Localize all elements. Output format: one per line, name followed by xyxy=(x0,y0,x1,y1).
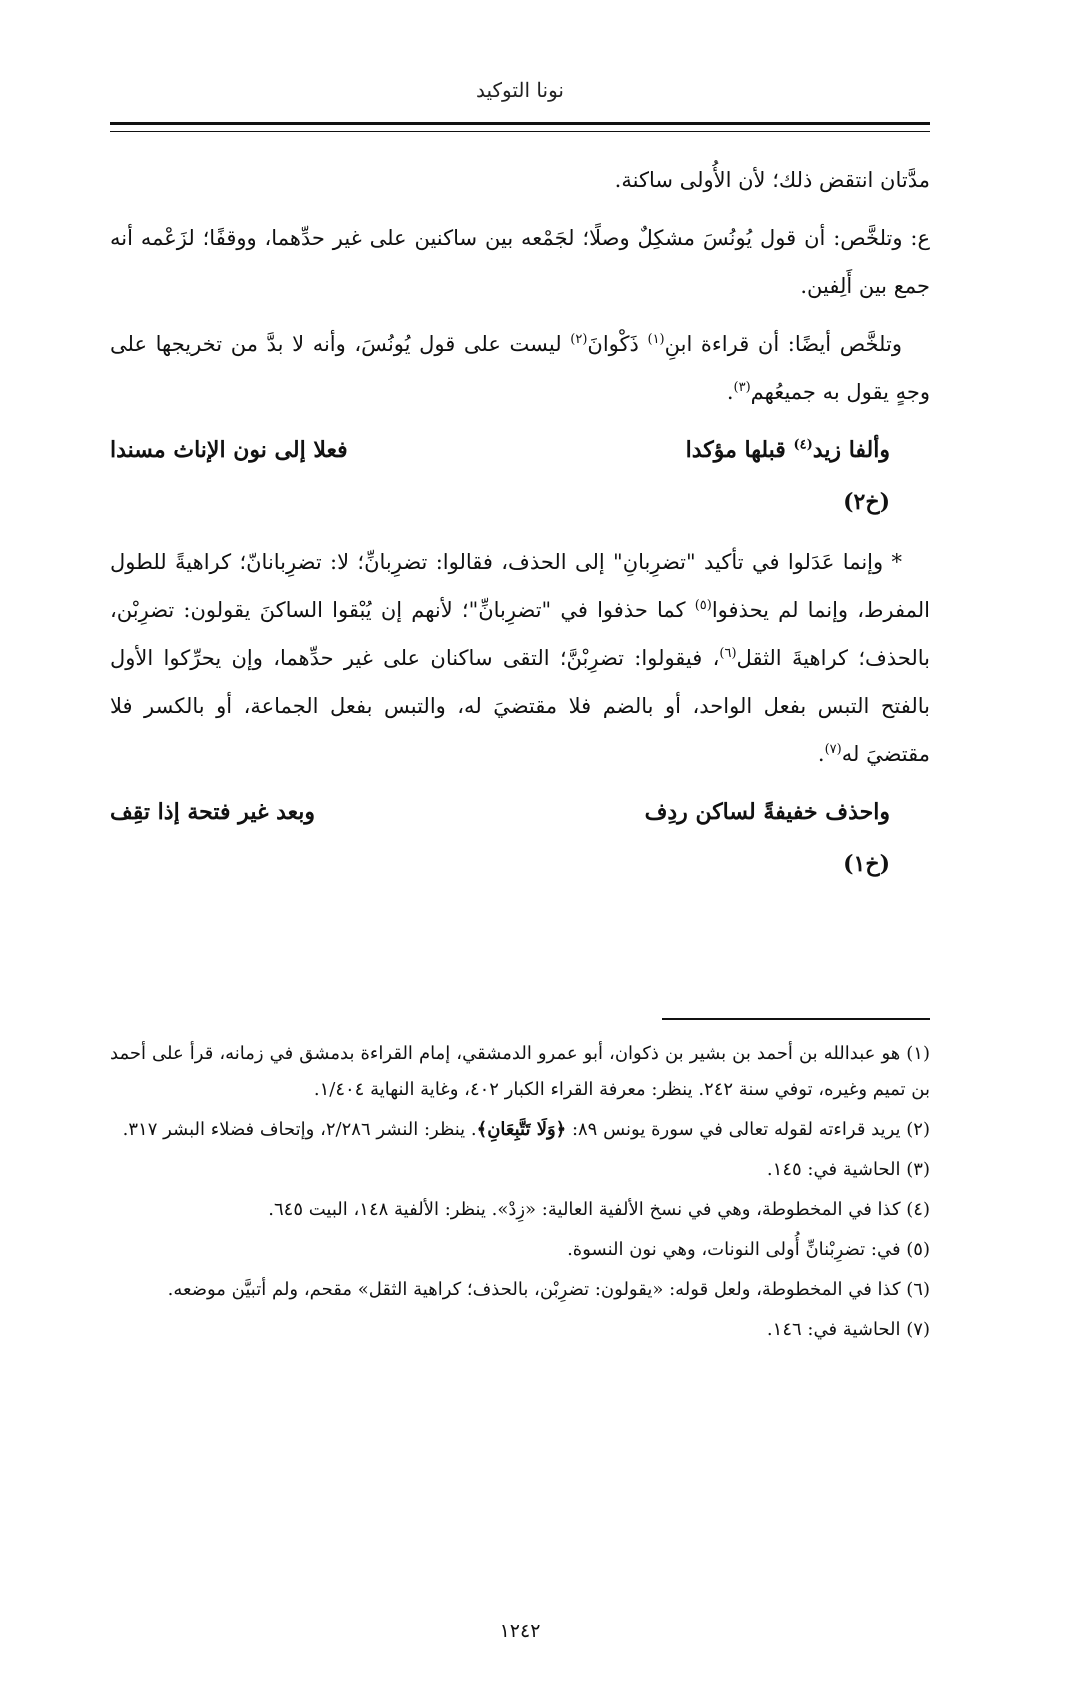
paragraph-3-text-c: ليست على قول يُونُسَ، وأنه لا بدَّ من تخريجها على وجهٍ يقول به جميعُهم xyxy=(110,332,930,404)
footnote-4: (٤) كذا في المخطوطة، وهي في نسخ الألفية العالية: «زِدْ». ينظر: الألفية ١٤٨، البيت ٦٤٥. xyxy=(268,1199,930,1220)
paragraph-4-text-d: . xyxy=(817,742,825,766)
paragraph-1: مدَّتان انتقض ذلك؛ لأن الأُولى ساكنة. xyxy=(614,168,930,192)
footnote-marker-5[interactable]: (٥) xyxy=(694,598,712,613)
paragraph-3-text-a: وتلخَّص أيضًا: أن قراءة ابنِ xyxy=(664,332,902,356)
paragraph-4-text-a: * وإنما عَدَلوا في تأكيد "تضرِبانِ" إلى الحذف، فقالوا: تضرِبانِّ؛ لا: تضرِبانانّ؛ كراهيةً للطول المفرط، وإنما لم يحذفوا xyxy=(110,550,930,622)
footnote-2 xyxy=(110,1112,930,1148)
running-header: نونا التوكيد xyxy=(476,78,564,102)
footnote-2-text-b: . ينظر: النشر ٢/٢٨٦، وإتحاف فضلاء البشر ٣١٧. xyxy=(122,1119,477,1140)
paragraph-4-text-c: ، فيقولوا: تضرِبْنَّ؛ التقى ساكنان على غير حدِّهما، وإن يحرِّكوا الأول بالفتح التبس بفعل الواحد، أو بالضم فلا مقتضيَ له، والتبس بفعل الجماعة، أو بالكسر فلا مقتضيَ له xyxy=(110,646,930,766)
footnote-marker-1[interactable]: (١) xyxy=(647,332,665,347)
footnote-marker-4[interactable]: (٤) xyxy=(793,437,813,453)
footnote-3: (٣) الحاشية في: ١٤٥. xyxy=(766,1159,930,1180)
verse-1-code: (خ٢) xyxy=(843,489,890,515)
verse-1-first-half-a: وألفا زيد xyxy=(812,437,890,463)
header-rule-thin xyxy=(110,131,930,132)
footnote-6: (٦) كذا في المخطوطة، ولعل قوله: «يقولون: تضرِبْن، بالحذف؛ كراهية الثقل» مقحم، ولم أتبيَّن موضعه. xyxy=(167,1279,930,1300)
paragraph-4-text-b: كما حذفوا في "تضرِبانِّ"؛ لأنهم إن يُبْقوا الساكنَ يقولون: تضرِبْن، بالحذف؛ كراهيةَ الثقل xyxy=(110,598,931,670)
page-number: ١٢٤٢ xyxy=(499,1620,541,1642)
verse-1-first-half xyxy=(686,426,890,474)
paragraph-2: ع: وتلخَّص: أن قول يُونُسَ مشكِلٌ وصلًا؛ لجَمْعه بين ساكنين على غير حدِّهما، ووقفًا؛ لزَعْمه أنه جمع بين أَلِفين. xyxy=(110,226,930,298)
footnote-marker-3[interactable]: (٣) xyxy=(733,380,751,395)
main-text xyxy=(110,156,930,900)
footnote-1: (١) هو عبدالله بن أحمد بن بشير بن ذكوان، أبو عمرو الدمشقي، إمام القراءة بدمشق في زمانه، قرأ على أحمد بن تميم وغيره، توفي سنة ٢٤٢. ينظر: معرفة القراء الكبار ٤٠٢، وغاية النهاية ١/٤٠٤. xyxy=(110,1043,930,1100)
verse-2-code: (خ١) xyxy=(843,851,890,877)
paragraph-4 xyxy=(110,538,930,778)
verse-1 xyxy=(110,426,930,474)
footnote-marker-7[interactable]: (٧) xyxy=(824,742,842,757)
verse-2-second-half: وبعد غير فتحة إذا تقِف xyxy=(110,799,316,825)
footnote-separator xyxy=(662,1018,930,1020)
header-rule-thick xyxy=(110,122,930,125)
footnote-5: (٥) في: تضرِبْنانِّ أُولى النونات، وهي نون النسوة. xyxy=(567,1239,930,1260)
footnote-marker-2[interactable]: (٢) xyxy=(570,332,588,347)
paragraph-3-text-d: . xyxy=(726,380,734,404)
verse-1-first-half-b: قبلها مؤكدا xyxy=(685,437,794,463)
verse-2-first-half: واحذف خفيفةً لساكن ردِف xyxy=(644,799,890,825)
footnote-marker-6[interactable]: (٦) xyxy=(719,646,737,661)
footnote-7: (٧) الحاشية في: ١٤٦. xyxy=(766,1319,930,1340)
verse-1-second-half: فعلا إلى نون الإناث مسندا xyxy=(110,437,348,463)
footnote-2-text-a: (٢) يريد قراءته لقوله تعالى في سورة يونس ٨٩: xyxy=(566,1119,930,1140)
quran-quote: ﴿وَلَا تَتَّبِعَانِ﴾ xyxy=(476,1119,567,1140)
footnotes xyxy=(110,1036,930,1352)
paragraph-3-text-b: ذَكْوانَ xyxy=(587,332,648,356)
verse-2 xyxy=(110,788,930,836)
paragraph-3 xyxy=(110,320,930,416)
